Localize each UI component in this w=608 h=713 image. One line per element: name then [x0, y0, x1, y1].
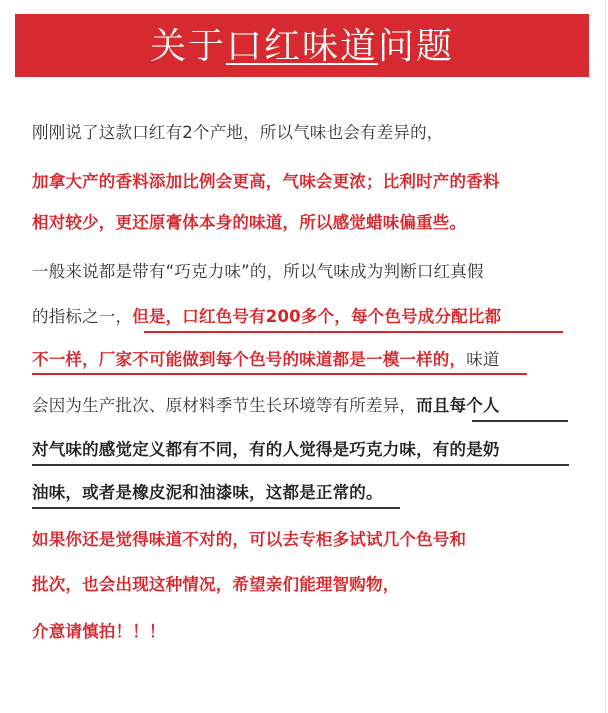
page-right-divider — [605, 0, 606, 713]
line-7-plain: 会因为生产批次、原材料季节生长环境等有所差异， — [32, 396, 417, 415]
paragraph-line-4: 一般来说都是带有“巧克力味”的，所以气味成为判断口红真假 — [32, 262, 484, 281]
paragraph-line-11: 批次，也会出现这种情况，希望亲们能理智购物， — [32, 575, 400, 594]
paragraph-line-12: 介意请慎拍！！！ — [32, 622, 166, 641]
line-7-bold: 而且每个人 — [416, 396, 500, 415]
red-underline-1 — [144, 331, 563, 333]
line-5-red: 但是，口红色号有200多个，每个色号成分配比都 — [132, 307, 502, 326]
title-underlined: 口红味道 — [225, 25, 378, 67]
paragraph-line-6 — [32, 349, 500, 371]
title-banner — [15, 14, 589, 77]
paragraph-line-9: 油味，或者是橡皮泥和油漆味，这都是正常的。 — [32, 483, 383, 502]
paragraph-line-1: 刚刚说了这款口红有2个产地，所以气味也会有差异的， — [32, 123, 444, 142]
paragraph-line-10: 如果你还是觉得味道不对的，可以去专柜多试试几个色号和 — [32, 530, 467, 549]
line-5-plain: 的指标之一， — [32, 307, 133, 326]
paragraph-line-3: 相对较少，更还原膏体本身的味道，所以感觉蜡味偏重些。 — [32, 213, 467, 232]
dark-underline-2 — [32, 464, 569, 466]
paragraph-line-8: 对气味的感觉定义都有不同，有的人觉得是巧克力味，有的是奶 — [32, 440, 500, 459]
line-6-red: 不一样，厂家不可能做到每个色号的味道都是一模一样的， — [32, 350, 467, 369]
paragraph-line-2: 加拿大产的香料添加比例会更高，气味会更浓；比利时产的香料 — [32, 172, 500, 191]
red-underline-2 — [32, 373, 527, 375]
dark-underline-3 — [32, 507, 400, 509]
dark-underline-1 — [472, 420, 568, 422]
title-suffix: 问题 — [378, 25, 455, 67]
title-prefix: 关于 — [149, 25, 226, 67]
paragraph-line-5 — [32, 306, 501, 328]
line-6-plain: 味道 — [466, 350, 500, 369]
page-title — [149, 25, 455, 67]
paragraph-line-7 — [32, 395, 500, 417]
